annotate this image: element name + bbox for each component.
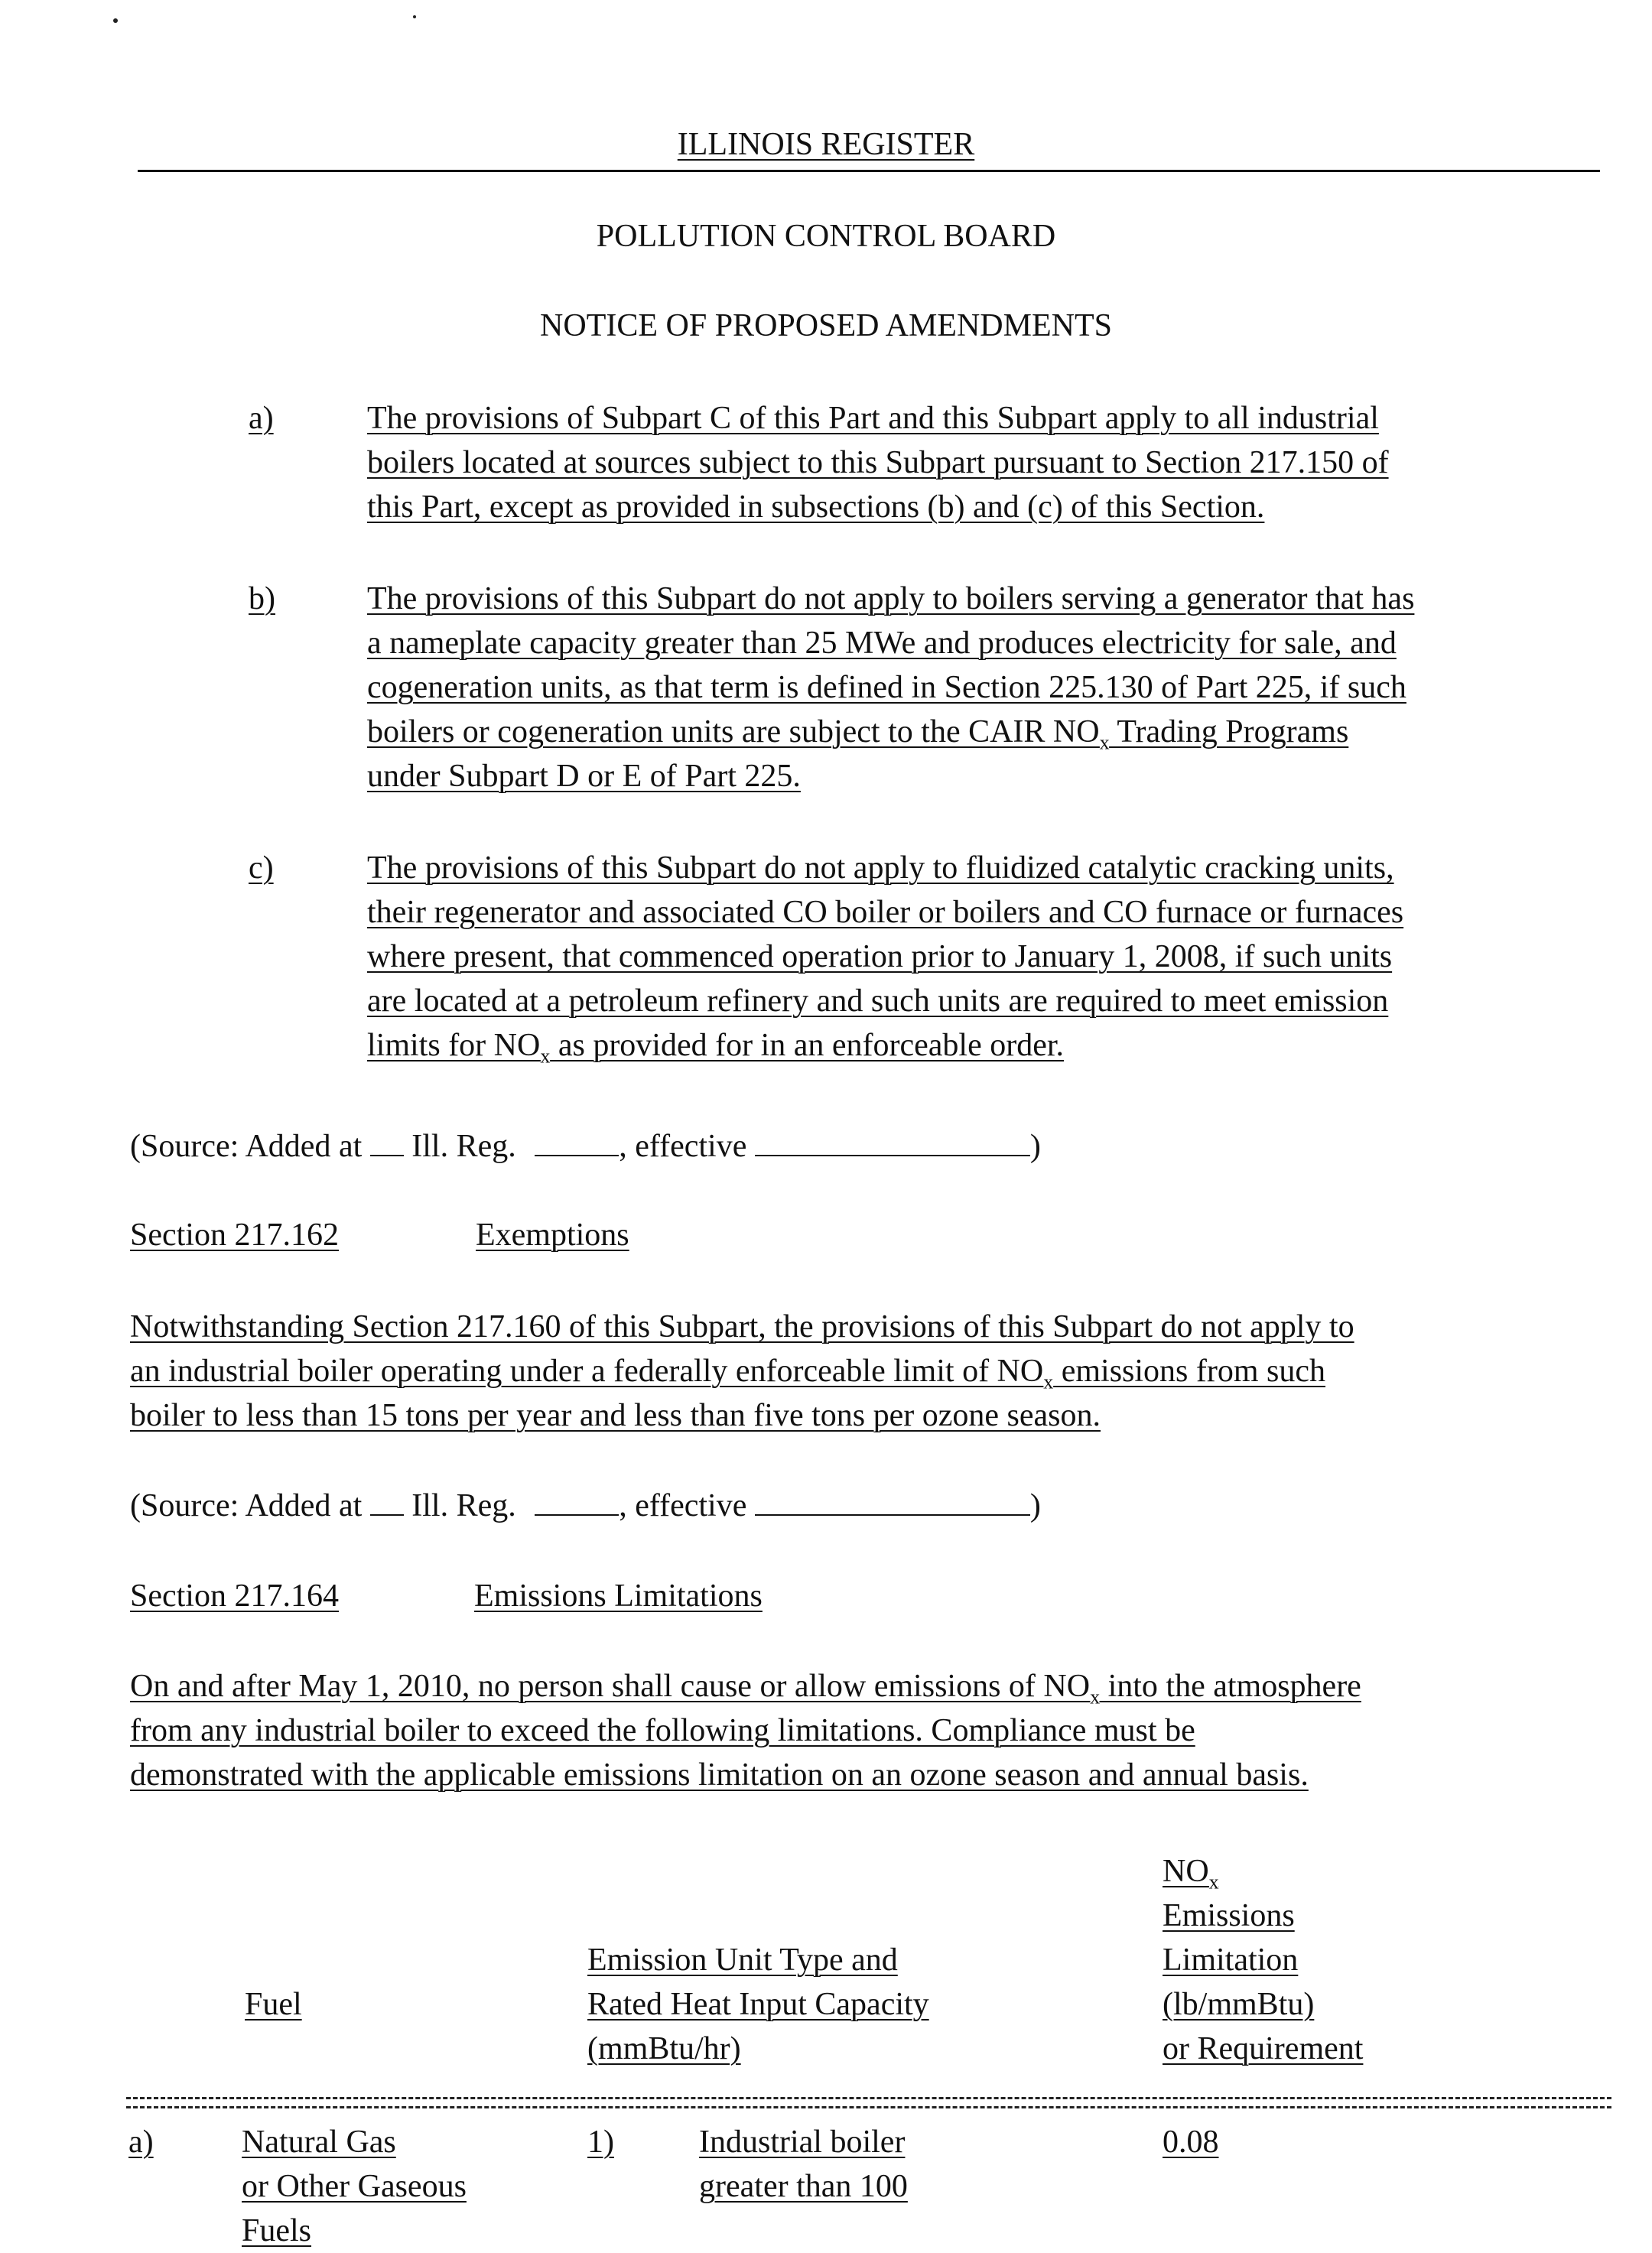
paragraph-line: under Subpart D or E of Part 225. [367, 759, 801, 794]
section-162-number: Section 217.162 [130, 1218, 339, 1253]
table-row-label: a) [128, 2125, 154, 2160]
table-header-divider [126, 2106, 1611, 2108]
section-164-body [130, 1664, 1361, 1797]
subscript-x: x [1043, 1370, 1054, 1393]
paragraph-b [367, 577, 1621, 798]
table-header-divider [126, 2097, 1611, 2099]
register-title-text: ILLINOIS REGISTER [677, 127, 975, 162]
table-cell-limit: 0.08 [1163, 2125, 1219, 2160]
paragraph-line: boilers located at sources subject to this Subpart pursuant to Section 217.150 of [367, 445, 1389, 480]
scan-speck [413, 15, 416, 18]
subscript-x: x [1090, 1686, 1101, 1708]
register-title [0, 122, 1652, 167]
section-164-number: Section 217.164 [130, 1578, 339, 1614]
paragraph-b-label: b) [249, 581, 275, 616]
subscript-x: x [1099, 731, 1110, 754]
subscript-x: x [1208, 1871, 1219, 1894]
table-cell-sub-label: 1) [587, 2125, 614, 2160]
scan-speck [113, 18, 118, 23]
paragraph-line: from any industrial boiler to exceed the following limitations. Compliance must be [130, 1713, 1195, 1748]
source-note-2: (Source: Added at Ill. Reg. , effective ) [130, 1488, 1041, 1523]
paragraph-line: this Part, except as provided in subsections (b) and (c) of this Section. [367, 489, 1265, 525]
source-note-1: (Source: Added at Ill. Reg. , effective ) [130, 1129, 1041, 1164]
paragraph-c-label: c) [249, 850, 274, 886]
paragraph-c [367, 846, 1621, 1068]
paragraph-line: The provisions of this Subpart do not apply to boilers serving a generator that has [367, 581, 1415, 616]
table-header-unit-type: Emission Unit Type and Rated Heat Input Capacity (mmBtu/hr) [587, 1943, 929, 2066]
table-cell-unit: Industrial boiler greater than 100 [699, 2125, 908, 2204]
paragraph-line: their regenerator and associated CO boiler or boilers and CO furnace or furnaces [367, 895, 1404, 930]
paragraph-a-label: a) [249, 401, 274, 436]
paragraph-line: The provisions of this Subpart do not apply to fluidized catalytic cracking units, [367, 850, 1394, 886]
paragraph-line: demonstrated with the applicable emissions limitation on an ozone season and annual basis. [130, 1757, 1309, 1793]
board-title: POLLUTION CONTROL BOARD [596, 219, 1056, 254]
paragraph-line: Notwithstanding Section 217.160 of this Subpart, the provisions of this Subpart do not apply to [130, 1309, 1354, 1344]
paragraph-line: cogeneration units, as that term is defined in Section 225.130 of Part 225, if such [367, 670, 1406, 705]
paragraph-line: where present, that commenced operation prior to January 1, 2008, if such units [367, 939, 1393, 974]
section-162-body [130, 1305, 1354, 1438]
paragraph-line: an industrial boiler operating under a federally enforceable limit of $NO_x$ emissions from such [130, 1354, 1326, 1393]
blank-effective-date [755, 1487, 1030, 1516]
blank-page [535, 1487, 619, 1516]
table-cell-fuel: Natural Gas or Other Gaseous Fuels [242, 2125, 467, 2248]
paragraph-line: On and after May 1, 2010, no person shall cause or allow emissions of $NO_x$ into the atmosphere [130, 1669, 1361, 1708]
section-162-title: Exemptions [476, 1218, 629, 1253]
paragraph-line: are located at a petroleum refinery and such units are required to meet emission [367, 983, 1389, 1019]
paragraph-line: limits for $NO_x$ as provided for in an enforceable order. [367, 1028, 1065, 1068]
blank-volume [370, 1487, 404, 1516]
notice-title: NOTICE OF PROPOSED AMENDMENTS [540, 308, 1112, 343]
paragraph-line: The provisions of Subpart C of this Part and this Subpart apply to all industrial [367, 401, 1379, 436]
paragraph-line: a nameplate capacity greater than 25 MWe and produces electricity for sale, and [367, 626, 1397, 661]
blank-volume [370, 1127, 404, 1156]
subscript-x: x [540, 1045, 551, 1068]
table-header-limit: $NO_x$ Emissions Limitation (lb/mmBtu) or Requirement [1163, 1854, 1364, 2066]
table-header-fuel: Fuel [245, 1987, 302, 2022]
paragraph-line: boilers or cogeneration units are subject to the CAIR $NO_x$ Trading Programs [367, 714, 1349, 754]
blank-page [535, 1127, 619, 1156]
blank-effective-date [755, 1127, 1030, 1156]
paragraph-a [367, 396, 1621, 529]
paragraph-line: boiler to less than 15 tons per year and less than five tons per ozone season. [130, 1398, 1101, 1433]
header-rule [138, 170, 1600, 172]
section-164-title: Emissions Limitations [474, 1578, 763, 1614]
